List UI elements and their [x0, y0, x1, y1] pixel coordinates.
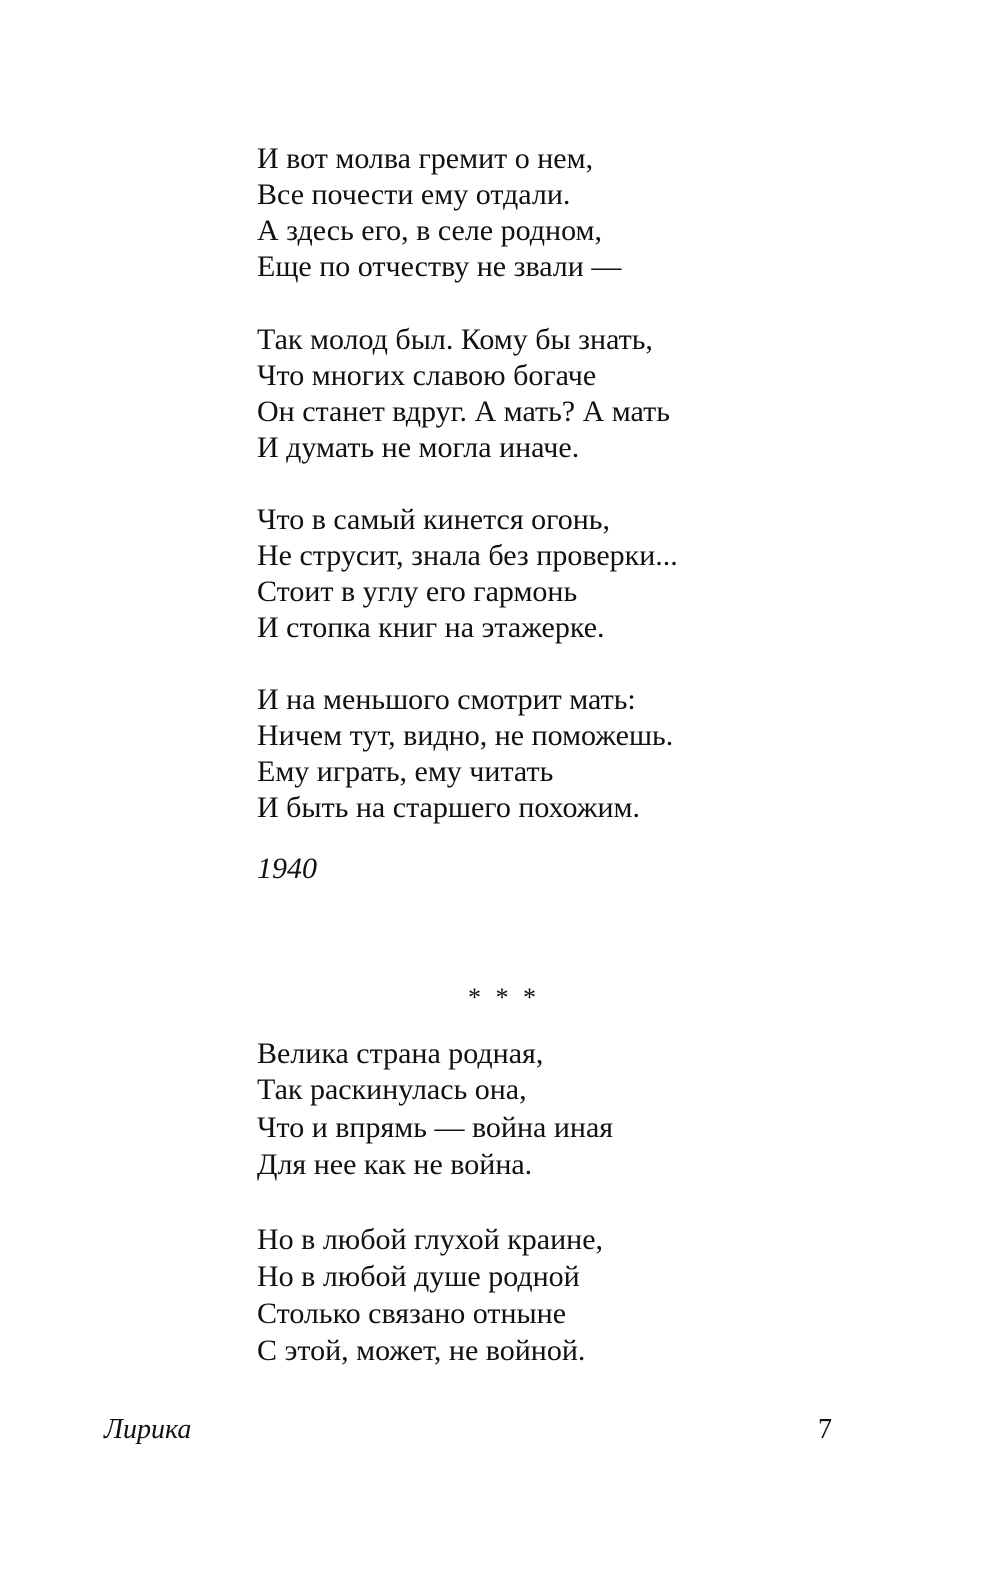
- section-separator: * * *: [468, 983, 540, 1012]
- poem1-line: Он станет вдруг. А мать? А мать: [257, 395, 670, 428]
- poem2-line: Но в любой душе родной: [257, 1260, 580, 1293]
- poem2-line: Так раскинулась она,: [257, 1073, 527, 1106]
- poem1-line: Что в самый кинется огонь,: [257, 503, 610, 536]
- poem1-line: И на меньшого смотрит мать:: [257, 683, 636, 716]
- poem1-line: И думать не могла иначе.: [257, 431, 580, 464]
- poem1-line: Ничем тут, видно, не поможешь.: [257, 719, 674, 752]
- poem1-line: Ему играть, ему читать: [257, 755, 554, 788]
- poem1-line: Еще по отчеству не звали —: [257, 250, 622, 283]
- poem2-line: Для нее как не война.: [257, 1148, 533, 1181]
- poem2-line: Велика страна родная,: [257, 1037, 544, 1070]
- page-number: 7: [818, 1414, 832, 1445]
- poem-date: 1940: [257, 852, 317, 885]
- poem1-line: А здесь его, в селе родном,: [257, 214, 602, 247]
- poem1-line: Что многих славою богаче: [257, 359, 597, 392]
- poem1-line: И быть на старшего похожим.: [257, 791, 641, 824]
- poem1-line: Все почести ему отдали.: [257, 178, 571, 211]
- poem1-line: И вот молва гремит о нем,: [257, 142, 594, 175]
- poem2-line: Но в любой глухой краине,: [257, 1223, 604, 1256]
- poem1-line: И стопка книг на этажерке.: [257, 611, 605, 644]
- poem1-line: Так молод был. Кому бы знать,: [257, 323, 653, 356]
- running-footer-title: Лирика: [104, 1414, 192, 1445]
- poem1-line: Не струсит, знала без проверки...: [257, 539, 678, 572]
- poem2-line: С этой, может, не войной.: [257, 1334, 586, 1367]
- poem2-line: Что и впрямь — война иная: [257, 1111, 614, 1144]
- poem2-line: Столько связано отныне: [257, 1297, 567, 1330]
- poem1-line: Стоит в углу его гармонь: [257, 575, 578, 608]
